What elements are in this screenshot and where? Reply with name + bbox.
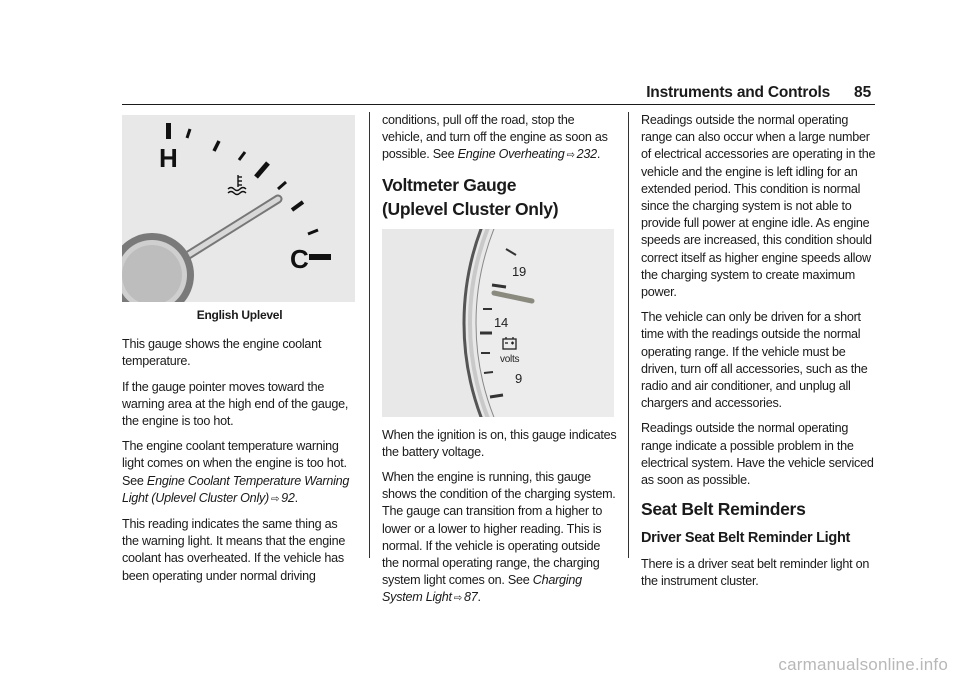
cross-reference-link[interactable]: Charging System Light bbox=[382, 573, 582, 605]
page-header-title: Instruments and Controls bbox=[646, 84, 830, 101]
paragraph: There is a driver seat belt reminder light on the instrument cluster. bbox=[641, 557, 870, 589]
coolant-gauge-illustration bbox=[122, 115, 355, 302]
paragraph-with-reference: conditions, pull off the road, stop the vehicle, and turn off the engine as soon as possible. See Engine Overheating ⇨ 232. bbox=[382, 113, 608, 162]
see-text: See bbox=[122, 473, 144, 488]
volt-tick bbox=[484, 372, 493, 373]
paragraph-text: conditions, pull off the road, stop the vehicle, and turn off the engine as soon as possible. See bbox=[382, 113, 608, 162]
header-rule bbox=[122, 104, 875, 105]
coolant-temp-icon bbox=[228, 175, 246, 195]
paragraph: This gauge shows the engine coolant temperature. bbox=[122, 337, 322, 369]
volt-tick-major bbox=[490, 395, 503, 397]
column-1 bbox=[122, 115, 357, 593]
gauge-tick-hot bbox=[166, 123, 171, 139]
paragraph-with-reference: The engine coolant temperature warning light comes on when the engine is too hot. See Engine Coolant Temperature Warning Light (Uplevel Cluster Only) ⇨ 92. bbox=[122, 439, 350, 505]
cross-reference-link[interactable]: Engine Coolant Temperature Warning Light (Uplevel Cluster Only) bbox=[122, 473, 350, 505]
column-3 bbox=[641, 112, 878, 599]
gauge-tick-mid bbox=[256, 163, 268, 177]
voltmeter-illustration bbox=[382, 229, 614, 417]
paragraph: If the gauge pointer moves toward the warning area at the high end of the gauge, the engine is too hot. bbox=[122, 379, 349, 429]
paragraph-text: The engine coolant temperature warning light comes on when the engine is too hot. bbox=[122, 439, 347, 471]
volt-tick-major bbox=[492, 285, 506, 287]
column-divider-right bbox=[628, 112, 629, 558]
voltmeter-gauge-image bbox=[382, 229, 614, 417]
gauge-tick bbox=[308, 230, 318, 234]
cross-reference-page[interactable]: 92 bbox=[281, 490, 295, 505]
page-ref-icon: ⇨ bbox=[453, 593, 462, 605]
cross-reference-page[interactable]: 232 bbox=[576, 147, 597, 162]
volt-unit-label: volts bbox=[500, 353, 520, 365]
page-number: 85 bbox=[854, 84, 872, 101]
coolant-gauge-image bbox=[122, 115, 355, 302]
gauge-tick bbox=[292, 202, 303, 210]
page-ref-icon: ⇨ bbox=[566, 150, 575, 162]
paragraph: Readings outside the normal operating range can also occur when a large number of electrical accessories are operating in the vehicle and the engine is left idling for an extended period. This condition is normal since the charging system is not able to provide full power at engine idle. As engine speeds are increased, this condition should correct itself as higher engine speeds allow the charging system to create maximum power. bbox=[641, 113, 876, 300]
gauge-tick-cold bbox=[309, 254, 331, 260]
paragraph: When the ignition is on, this gauge indicates the battery voltage. bbox=[382, 427, 617, 459]
figure-caption: English Uplevel bbox=[196, 308, 283, 322]
gauge-tick bbox=[214, 141, 219, 151]
column-2 bbox=[382, 112, 618, 616]
gauge-label-hot: H bbox=[159, 143, 178, 173]
gauge-tick bbox=[187, 129, 190, 138]
volt-label-high: 19 bbox=[512, 263, 526, 279]
volt-label-mid: 14 bbox=[494, 314, 508, 330]
paragraph-with-reference: When the engine is running, this gauge shows the condition of the charging system. The gauge can transition from a higher to lower or a lower to higher reading. This is normal. If the vehicle is operating outside the normal operating range, the charging system light comes on. See Charging System Light ⇨ 87. bbox=[382, 470, 616, 605]
cross-reference-page[interactable]: 87 bbox=[463, 590, 478, 605]
volt-label-low: 9 bbox=[515, 370, 522, 386]
paragraph: Readings outside the normal operating range indicate a possible problem in the electrical system. Have the vehicle serviced as soon as possible. bbox=[641, 421, 874, 488]
gauge-tick bbox=[239, 152, 245, 160]
section-heading: Seat Belt Reminders bbox=[641, 499, 806, 520]
page-ref-icon: ⇨ bbox=[270, 493, 280, 505]
gauge-tick bbox=[278, 182, 286, 189]
paragraph: The vehicle can only be driven for a short time with the readings outside the normal operating range. If the vehicle must be driven, turn off all accessories, such as the radio and air conditioner, and unplug all chargers and accessories. bbox=[641, 310, 868, 411]
cross-reference-link[interactable]: Engine Overheating bbox=[457, 147, 565, 162]
paragraph-text: When the engine is running, this gauge shows the condition of the charging system. The gauge can transition from a higher to lower or a lower to higher reading. This is normal. If the vehicle is operating outside the normal operating range, the charging system light comes on. See bbox=[382, 470, 616, 588]
gauge-label-cold: C bbox=[290, 244, 309, 274]
column-divider-left bbox=[369, 112, 370, 558]
watermark: carmanualsonline.info bbox=[778, 655, 948, 674]
paragraph: This reading indicates the same thing as the warning light. It means that the engine coolant has overheated. If the vehicle has been operating under normal driving bbox=[122, 517, 346, 583]
subsection-heading: Driver Seat Belt Reminder Light bbox=[641, 530, 851, 547]
section-heading: Voltmeter Gauge (Uplevel Cluster Only) bbox=[382, 174, 559, 219]
